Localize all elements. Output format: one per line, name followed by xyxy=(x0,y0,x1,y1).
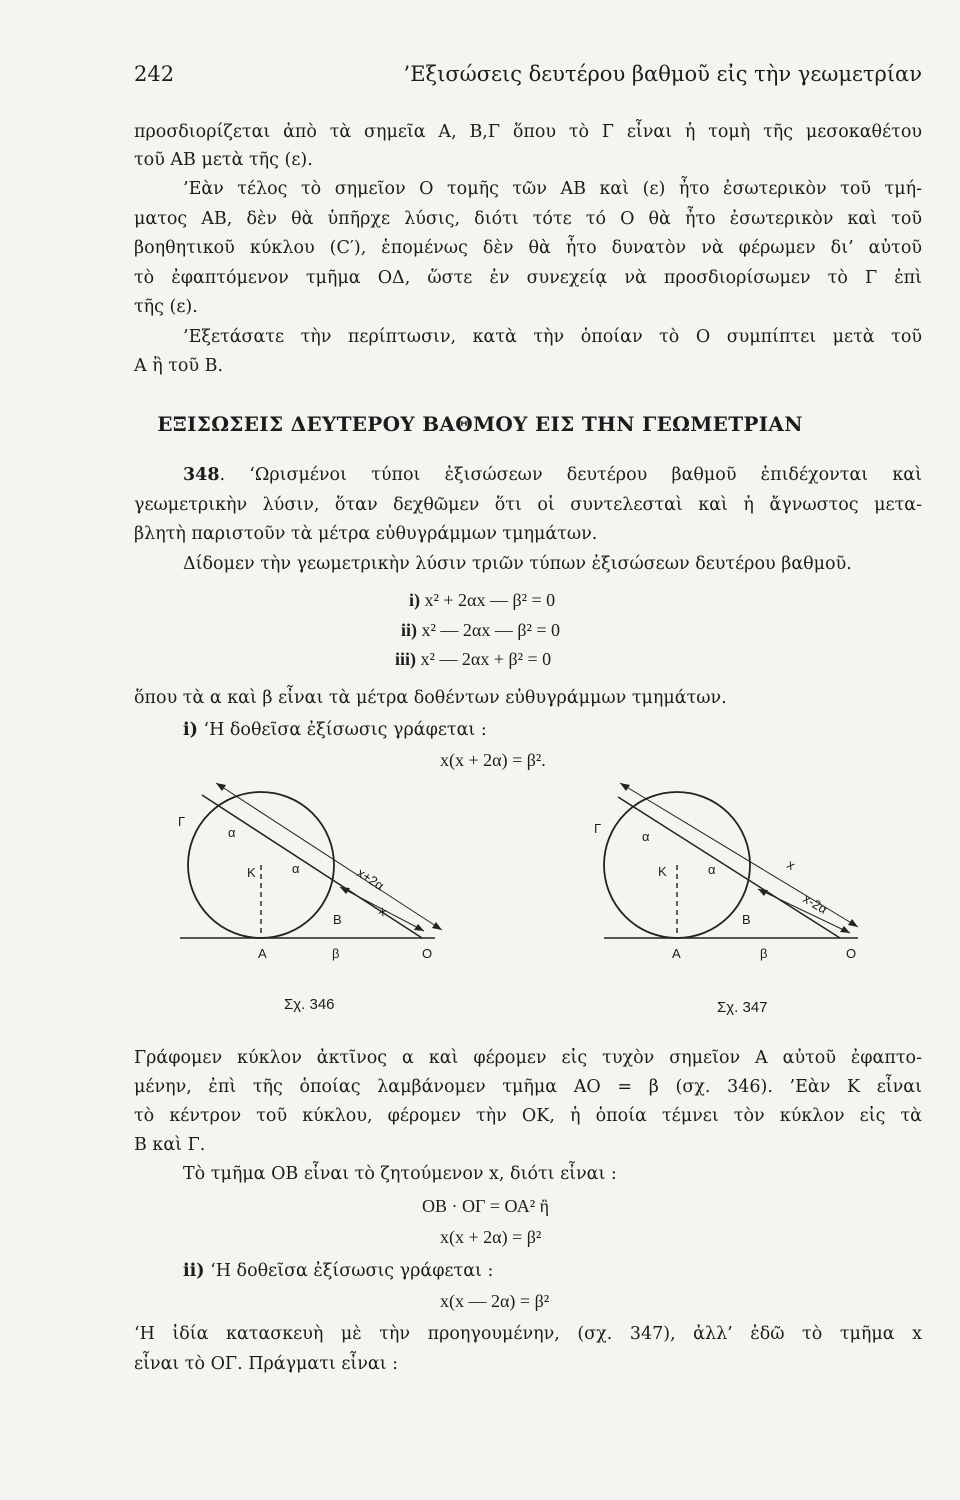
fig347-caption: Σχ. 347 xyxy=(717,999,768,1016)
arrow-head xyxy=(216,783,226,791)
label-a1: α xyxy=(228,825,236,840)
label-K: Κ xyxy=(247,865,256,880)
label-B: Β xyxy=(742,912,751,927)
case2-equation: x(x — 2α) = β² xyxy=(440,1291,550,1311)
after-para-line: Β καὶ Γ. xyxy=(134,1135,206,1155)
label-O: Ο xyxy=(846,946,857,961)
label-K: Κ xyxy=(658,864,667,879)
label-x2a: x+2α xyxy=(354,864,387,894)
arrow-head xyxy=(840,926,850,933)
label-a2: α xyxy=(708,862,716,877)
fig346-caption: Σχ. 346 xyxy=(284,996,335,1013)
dimension-x2a xyxy=(216,783,442,930)
section-heading: ΕΞΙΣΩΣΕΙΣ ΔΕΥΤΕΡΟΥ ΒΑΘΜΟΥ ΕΙΣ ΤΗΝ ΓΕΩΜΕΤΡΙΑΝ xyxy=(157,412,803,436)
label-a1: α xyxy=(642,829,650,844)
label-G: Γ xyxy=(594,821,602,836)
section-para-line xyxy=(183,463,922,487)
label-b: β xyxy=(332,946,340,961)
equation-expr: x² + 2αx — β² = 0 xyxy=(424,590,556,610)
intro-line: τὸ ἐφαπτόμενον τμῆμα ΟΔ, ὥστε ἐν συνεχείᾳ νὰ προσδιορίσωμεν τὸ Γ ἐπὶ xyxy=(134,268,922,288)
label-b: β xyxy=(760,946,768,961)
equation-2 xyxy=(401,620,560,641)
equation-label: iii) xyxy=(395,649,416,669)
figure-346 xyxy=(160,775,460,990)
arrow-head xyxy=(848,919,858,927)
case2-label: ii) xyxy=(183,1261,205,1281)
section-number: 348 xyxy=(183,465,220,485)
intro-line: ’Εὰν τέλος τὸ σημεῖον Ο τομῆς τῶν ΑΒ καὶ (ε) ἦτο ἐσωτερικὸν τοῦ τμή- xyxy=(183,179,922,199)
label-a2: α xyxy=(292,861,300,876)
arrow-head xyxy=(432,922,442,930)
after-equation-1: ΟΒ · ΟΓ = ΟΑ² ἢ xyxy=(422,1196,550,1216)
intro-line: ’Εξετάσατε τὴν περίπτωσιν, κατὰ τὴν ὁποίαν τὸ Ο συμπίπτει μετὰ τοῦ xyxy=(183,327,922,347)
case2-text: ‘Η δοθεῖσα ἐξίσωσις γράφεται : xyxy=(204,1261,494,1281)
section-para-line: βλητὴ παριστοῦν τὰ μέτρα εὐθυγράμμων τμημάτων. xyxy=(134,524,598,544)
after-para-line: εἶναι τὸ ΟΓ. Πράγματι εἶναι : xyxy=(134,1354,399,1374)
after-para-line: τὸ κέντρον τοῦ κύκλου, φέρομεν τὴν ΟΚ, ἡ ὁποία τέμνει τὸν κύκλον εἰς τὰ xyxy=(134,1106,922,1126)
label-B: Β xyxy=(333,912,342,927)
equation-expr: x² — 2αx — β² = 0 xyxy=(421,620,561,640)
after-equation-2: x(x + 2α) = β² xyxy=(440,1227,542,1247)
running-head: ’Εξισώσεις δευτέρου βαθμοῦ εἰς τὴν γεωμετρίαν xyxy=(403,62,922,86)
label-x: x xyxy=(784,856,798,873)
where-line: ὅπου τὰ α καὶ β εἶναι τὰ μέτρα δοθέντων εὐθυγράμμων τμημάτων. xyxy=(134,688,727,708)
intro-line: τῆς (ε). xyxy=(134,297,198,317)
case2-line xyxy=(183,1259,922,1283)
equation-3 xyxy=(395,649,551,670)
label-A: Α xyxy=(672,946,681,961)
after-para-line: Γράφομεν κύκλον ἀκτῖνος α καὶ φέρομεν εἰς τυχὸν σημεῖον Α αὐτοῦ ἐφαπτο- xyxy=(134,1048,922,1068)
label-x2a: x-2α xyxy=(800,890,831,917)
case1-line xyxy=(183,718,922,742)
case1-equation: x(x + 2α) = β². xyxy=(440,750,546,770)
case1-text: ‘Η δοθεῖσα ἐξίσωσις γράφεται : xyxy=(197,720,487,740)
equation-label: ii) xyxy=(401,620,417,640)
section-para-line: γεωμετρικὴν λύσιν, ὅταν δεχθῶμεν ὅτι οἱ συντελεσταὶ καὶ ἡ ἄγνωστος μετα- xyxy=(134,495,922,515)
arrow-head xyxy=(414,924,424,931)
dimension-x2a xyxy=(758,889,850,933)
arrow-head xyxy=(620,783,630,791)
figure-347 xyxy=(590,775,890,990)
after-para-line: Τὸ τμῆμα ΟΒ εἶναι τὸ ζητούμενον x, διότι εἶναι : xyxy=(183,1164,617,1184)
intro-line: Α ἢ τοῦ Β. xyxy=(134,356,224,376)
page-number: 242 xyxy=(134,62,175,86)
label-O: Ο xyxy=(422,946,433,961)
case1-label: i) xyxy=(183,720,198,740)
label-A: Α xyxy=(258,946,267,961)
intro-line: τοῦ ΑΒ μετὰ τῆς (ε). xyxy=(134,150,313,170)
intro-line: βοηθητικοῦ κύκλου (C′), ἑπομένως δὲν θὰ ἦτο δυνατὸν νὰ φέρωμεν δι’ αὐτοῦ xyxy=(134,238,922,258)
section-para-line: Δίδομεν τὴν γεωμετρικὴν λύσιν τριῶν τύπων ἐξισώσεων δευτέρου βαθμοῦ. xyxy=(183,554,852,574)
intro-line: ματος ΑΒ, δὲν θὰ ὑπῆρχε λύσις, διότι τότε τό Ο θὰ ἦτο ἐσωτερικὸν καὶ τοῦ xyxy=(134,209,922,229)
after-para-line: μένην, ἐπὶ τῆς ὁποίας λαμβάνομεν τμῆμα ΑΟ = β (σχ. 346). ’Εὰν Κ εἶναι xyxy=(134,1077,922,1097)
equation-expr: x² — 2αx + β² = 0 xyxy=(420,649,552,669)
section-para-text: . ‘Ωρισμένοι τύποι ἐξισώσεων δευτέρου βαθμοῦ ἐπιδέχονται καὶ xyxy=(219,465,922,485)
equation-1 xyxy=(409,590,555,611)
after-para-line: ‘Η ἰδία κατασκευὴ μὲ τὴν προηγουμένην, (σχ. 347), ἀλλ’ ἐδῶ τὸ τμῆμα x xyxy=(134,1324,922,1344)
arrow-head xyxy=(758,889,768,896)
intro-line: προσδιορίζεται ἀπὸ τὰ σημεῖα Α, Β,Γ ὅπου τὸ Γ εἶναι ἡ τομὴ τῆς μεσοκαθέτου xyxy=(134,122,922,142)
label-G: Γ xyxy=(178,814,186,829)
label-x: x xyxy=(376,902,390,920)
equation-label: i) xyxy=(409,590,420,610)
